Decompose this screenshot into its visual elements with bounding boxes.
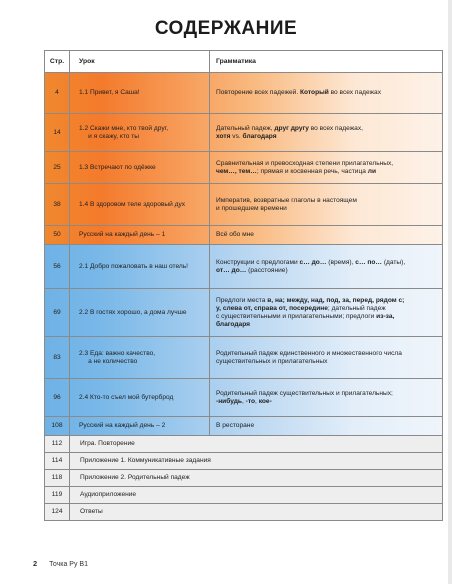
row-grammar: Родительный падеж единственного и множественного числа существительных и прилагательных bbox=[210, 337, 443, 379]
header-lesson: Урок bbox=[70, 51, 210, 73]
header-page: Стр. bbox=[45, 51, 70, 73]
page-number: 2 bbox=[33, 559, 38, 568]
row-grammar: Родительный падеж существительных и прилагательных; -нибудь, -то, кое- bbox=[210, 379, 443, 417]
table-row bbox=[45, 337, 443, 379]
table-row bbox=[45, 487, 443, 504]
table-row bbox=[45, 73, 443, 114]
row-lesson: 2.3 Еда: важно качество, а не количество bbox=[70, 337, 210, 379]
row-page: 112 bbox=[45, 436, 70, 453]
row-page: 124 bbox=[45, 504, 70, 521]
row-page: 114 bbox=[45, 453, 70, 470]
table-header-row bbox=[45, 51, 443, 73]
table-row bbox=[45, 114, 443, 152]
contents-table bbox=[44, 50, 443, 521]
row-page: 119 bbox=[45, 487, 70, 504]
row-page: 14 bbox=[45, 114, 70, 152]
row-lesson: 2.4 Кто-то съел мой бутерброд bbox=[70, 379, 210, 417]
row-grammar: Предлоги места в, на; между, над, под, за, перед, рядом с; у, слева от, справа от, посередине; дательный падеж с существительными и прилагательными; предлоги из-за, благодаря bbox=[210, 289, 443, 337]
row-grammar: Дательный падеж, друг другу во всех падежах, хотя vs. благодаря bbox=[210, 114, 443, 152]
row-grammar: Конструкции с предлогами с… до… (время), с… по… (даты), от… до… (расстояние) bbox=[210, 245, 443, 289]
row-lesson: Русский на каждый день – 1 bbox=[70, 226, 210, 245]
row-title: Приложение 1. Коммуникативные задания bbox=[70, 453, 443, 470]
table-row bbox=[45, 436, 443, 453]
row-title: Аудиоприложение bbox=[70, 487, 443, 504]
table-row bbox=[45, 289, 443, 337]
row-page: 25 bbox=[45, 152, 70, 184]
row-page: 56 bbox=[45, 245, 70, 289]
row-page: 38 bbox=[45, 184, 70, 226]
row-page: 4 bbox=[45, 73, 70, 114]
row-title: Игра. Повторение bbox=[70, 436, 443, 453]
row-title: Приложение 2. Родительный падеж bbox=[70, 470, 443, 487]
row-page: 118 bbox=[45, 470, 70, 487]
table-row bbox=[45, 417, 443, 436]
row-page: 83 bbox=[45, 337, 70, 379]
table-row bbox=[45, 184, 443, 226]
page-footer bbox=[33, 559, 88, 568]
row-title: Ответы bbox=[70, 504, 443, 521]
row-grammar: Императив, возвратные глаголы в настоящем и прошедшем времени bbox=[210, 184, 443, 226]
row-lesson: 1.3 Встречают по одёжке bbox=[70, 152, 210, 184]
table-row bbox=[45, 245, 443, 289]
row-page: 69 bbox=[45, 289, 70, 337]
book-title: Точка Ру B1 bbox=[49, 561, 88, 568]
row-page: 96 bbox=[45, 379, 70, 417]
page-edge bbox=[448, 0, 452, 584]
row-lesson: 2.2 В гостях хорошо, а дома лучше bbox=[70, 289, 210, 337]
row-lesson: 1.2 Скажи мне, кто твой друг, и я скажу, кто ты bbox=[70, 114, 210, 152]
row-lesson: 2.1 Добро пожаловать в наш отель! bbox=[70, 245, 210, 289]
row-lesson: 1.4 В здоровом теле здоровый дух bbox=[70, 184, 210, 226]
table-row bbox=[45, 226, 443, 245]
table-row bbox=[45, 453, 443, 470]
table-row bbox=[45, 470, 443, 487]
row-page: 50 bbox=[45, 226, 70, 245]
header-grammar: Грамматика bbox=[210, 51, 443, 73]
row-page: 108 bbox=[45, 417, 70, 436]
row-grammar: В ресторане bbox=[210, 417, 443, 436]
row-grammar: Всё обо мне bbox=[210, 226, 443, 245]
table-row bbox=[45, 152, 443, 184]
row-grammar: Повторение всех падежей. Который во всех падежах bbox=[210, 73, 443, 114]
table-row bbox=[45, 379, 443, 417]
row-lesson: 1.1 Привет, я Саша! bbox=[70, 73, 210, 114]
table-row bbox=[45, 504, 443, 521]
row-grammar: Сравнительная и превосходная степени прилагательных, чем…, тем…; прямая и косвенная речь, частица ли bbox=[210, 152, 443, 184]
row-lesson: Русский на каждый день – 2 bbox=[70, 417, 210, 436]
page-title: СОДЕРЖАНИЕ bbox=[154, 18, 298, 39]
